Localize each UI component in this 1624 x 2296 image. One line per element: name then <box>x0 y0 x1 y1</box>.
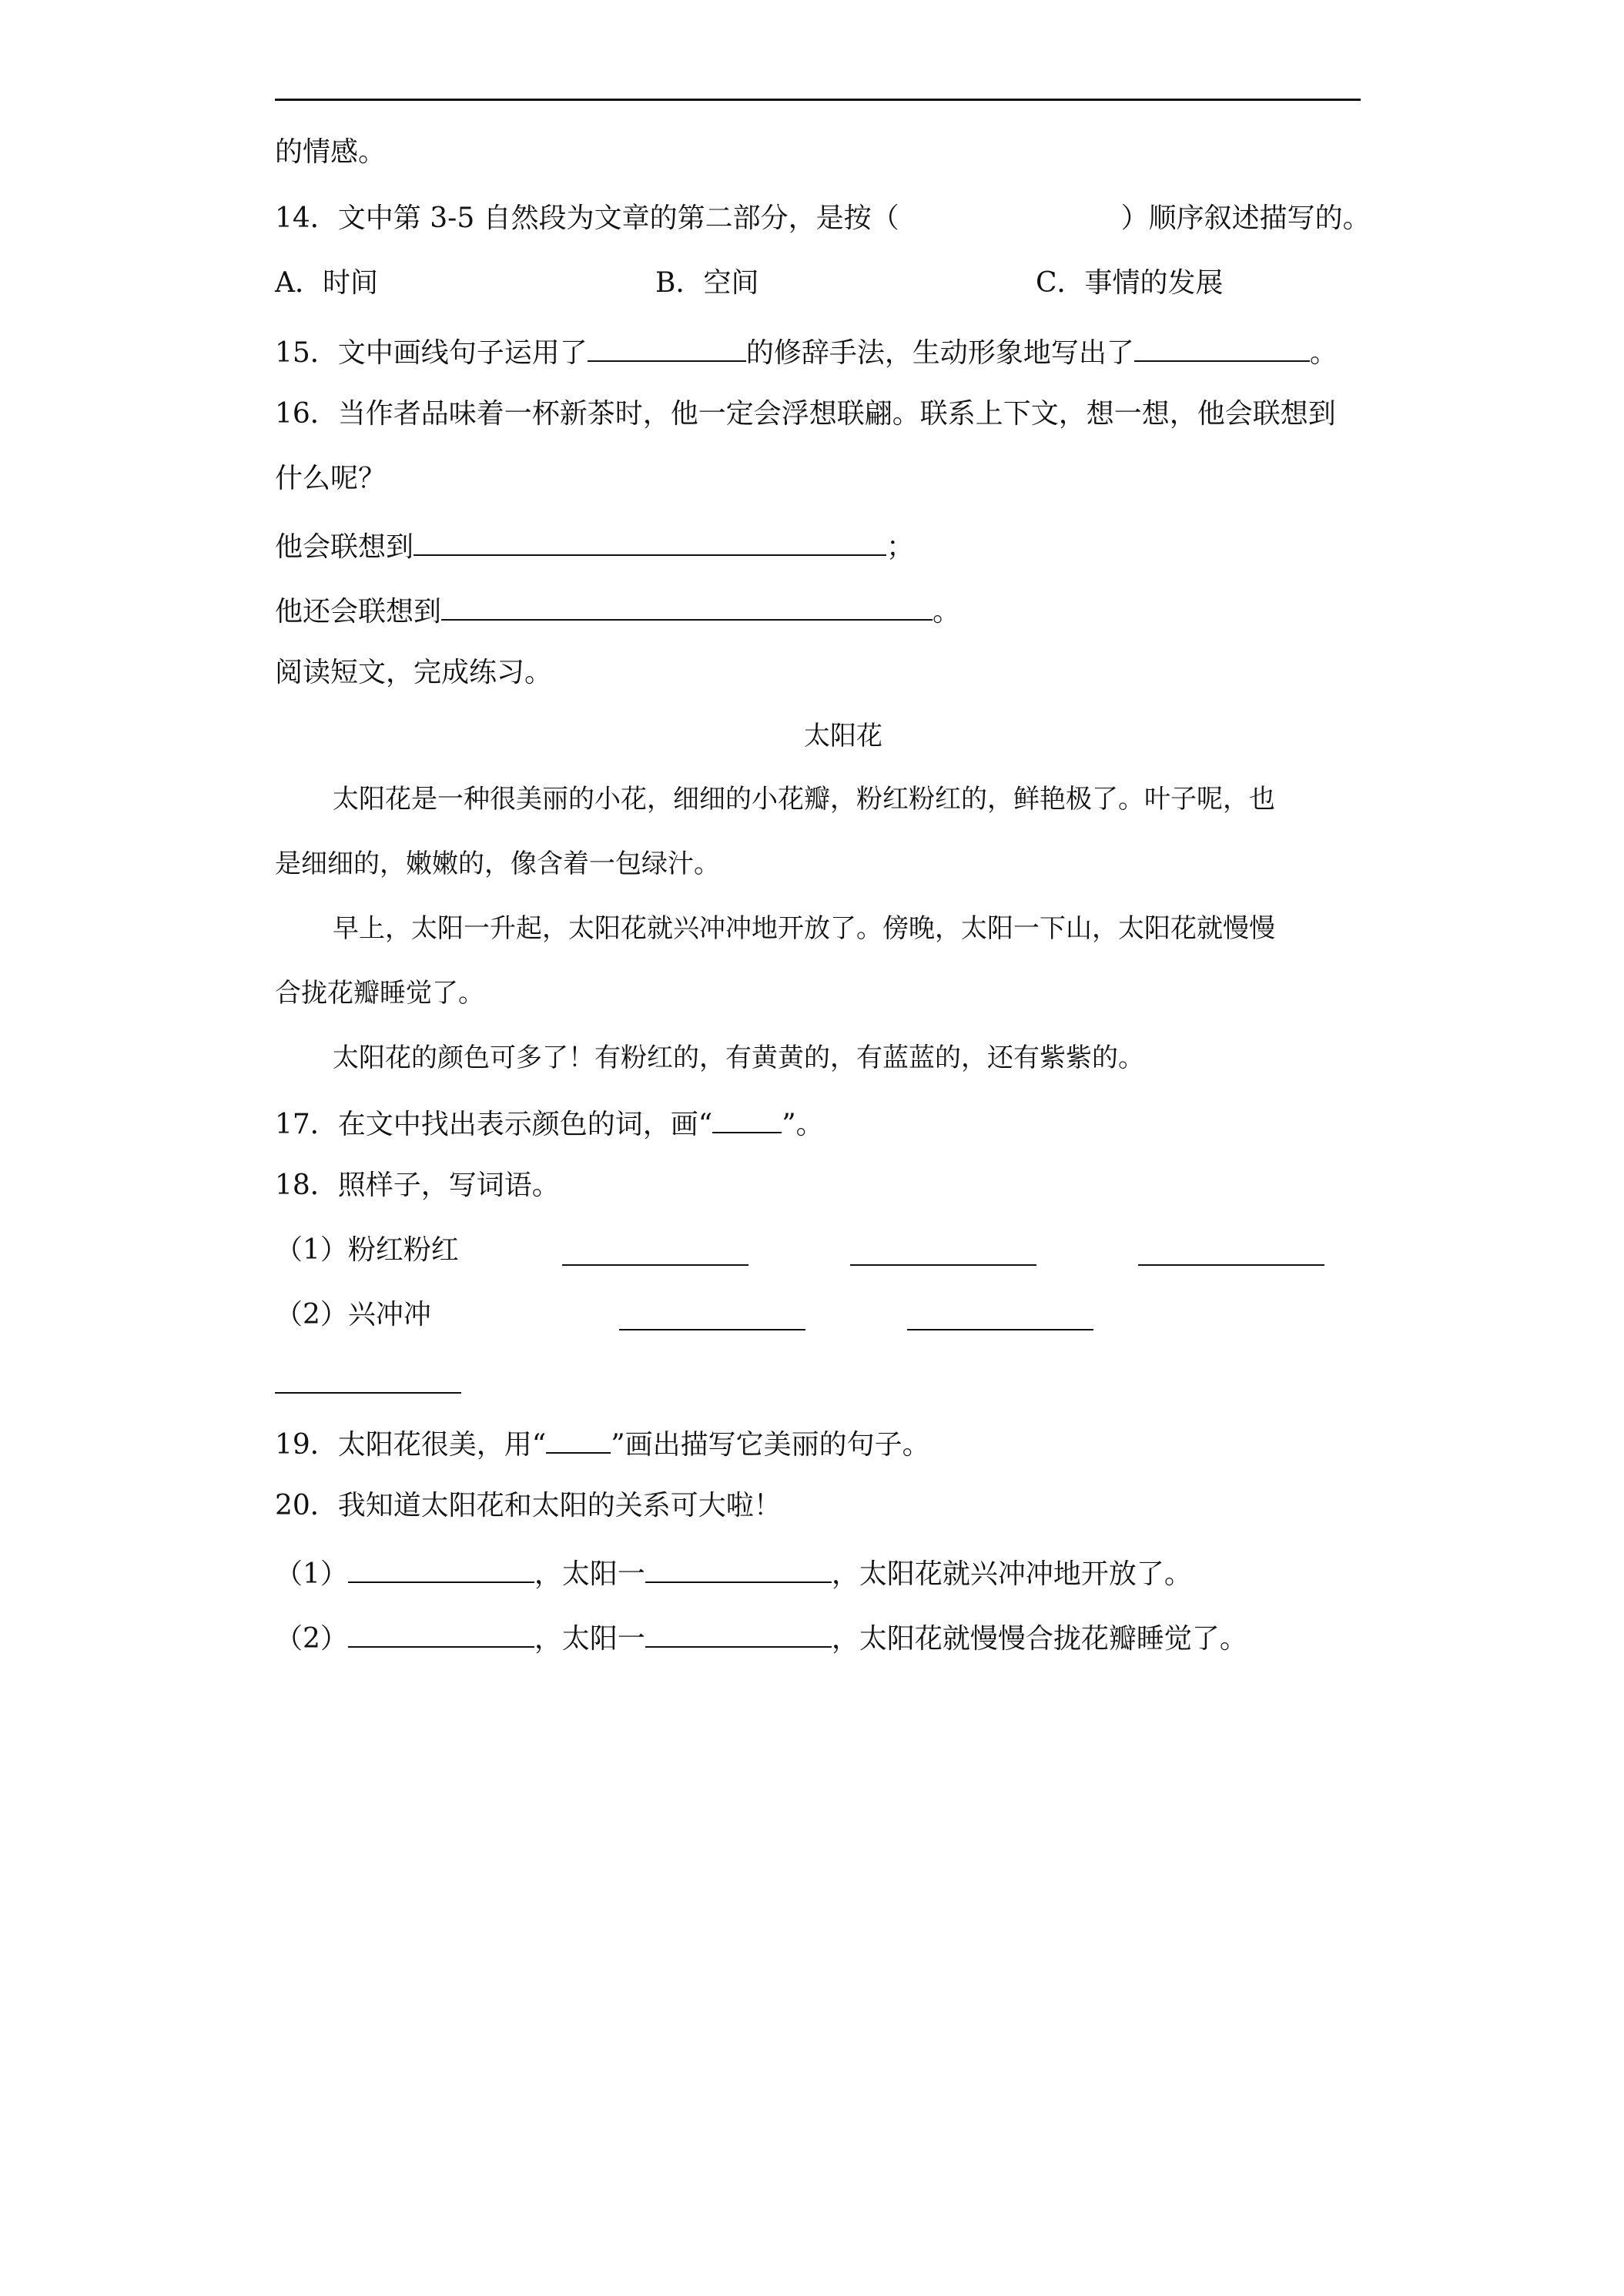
reading-instruction: 阅读短文，完成练习。 <box>275 657 553 688</box>
story-paragraph-1-cont: 是细细的，嫩嫩的，像含着一包绿汁。 <box>275 848 720 879</box>
question-20: 20．我知道太阳花和太阳的关系可大啦！ <box>275 1490 782 1521</box>
header-rule <box>275 99 1361 101</box>
q20-2-blank-2[interactable] <box>645 1618 832 1648</box>
q20-2-blank-1[interactable] <box>348 1618 534 1648</box>
q18-1-blank-2[interactable] <box>850 1263 1036 1266</box>
q16-blank-1[interactable] <box>414 527 886 556</box>
story-title: 太阳花 <box>804 721 882 751</box>
q19-underline-sample <box>546 1424 611 1454</box>
q20-1-blank-2[interactable] <box>645 1554 832 1583</box>
question-14: 14．文中第 3-5 自然段为文章的第二部分，是按（ ）顺序叙述描写的。 <box>275 202 1371 234</box>
q20-1-blank-1[interactable] <box>348 1554 534 1583</box>
story-paragraph-1: 太阳花是一种很美丽的小花，细细的小花瓣，粉红粉红的，鲜艳极了。叶子呢，也 <box>333 784 1275 815</box>
q20-item-1: （1） ，太阳一 ，太阳花就兴冲冲地开放了。 <box>275 1554 1192 1591</box>
q14-option-c: C．事情的发展 <box>1036 267 1224 299</box>
q18-1-blank-3[interactable] <box>1138 1263 1324 1266</box>
q18-item-1: （1）粉红粉红 <box>275 1234 459 1266</box>
q20-item-2: （2） ，太阳一 ，太阳花就慢慢合拢花瓣睡觉了。 <box>275 1618 1247 1656</box>
question-19: 19．太阳花很美，用“ ”画出描写它美丽的句子。 <box>275 1424 930 1462</box>
question-18: 18．照样子，写词语。 <box>275 1170 560 1201</box>
q16-blank-2[interactable] <box>441 591 933 621</box>
q18-2-blank-3[interactable] <box>275 1391 461 1394</box>
q18-1-blank-1[interactable] <box>562 1263 748 1266</box>
question-16-line-1: 16．当作者品味着一杯新茶时，他一定会浮想联翩。联系上下文，想一想，他会联想到 <box>275 398 1336 430</box>
story-paragraph-2: 早上，太阳一升起，太阳花就兴冲冲地开放了。傍晚，太阳一下山，太阳花就慢慢 <box>333 913 1275 944</box>
q14-option-b: B．空间 <box>655 267 759 299</box>
q14-option-a: A．时间 <box>275 267 378 299</box>
story-paragraph-2-cont: 合拢花瓣睡觉了。 <box>275 978 484 1009</box>
continuation-line: 的情感。 <box>275 136 387 168</box>
q16-answer-1: 他会联想到 ； <box>275 527 914 564</box>
question-17: 17．在文中找出表示颜色的词，画“ ”。 <box>275 1104 824 1142</box>
question-15: 15．文中画线句子运用了 的修辞手法，生动形象地写出了 。 <box>275 333 1338 370</box>
q17-underline-sample <box>712 1104 782 1133</box>
q15-blank-1[interactable] <box>588 333 746 362</box>
story-paragraph-3: 太阳花的颜色可多了！有粉红的，有黄黄的，有蓝蓝的，还有紫紫的。 <box>333 1043 1144 1073</box>
q15-blank-2[interactable] <box>1134 333 1310 362</box>
q18-item-2: （2）兴冲冲 <box>275 1299 431 1330</box>
question-16-line-2: 什么呢？ <box>275 463 387 494</box>
q18-2-blank-1[interactable] <box>619 1327 805 1330</box>
q16-answer-2: 他还会联想到 。 <box>275 591 960 629</box>
q18-2-blank-2[interactable] <box>907 1327 1093 1330</box>
